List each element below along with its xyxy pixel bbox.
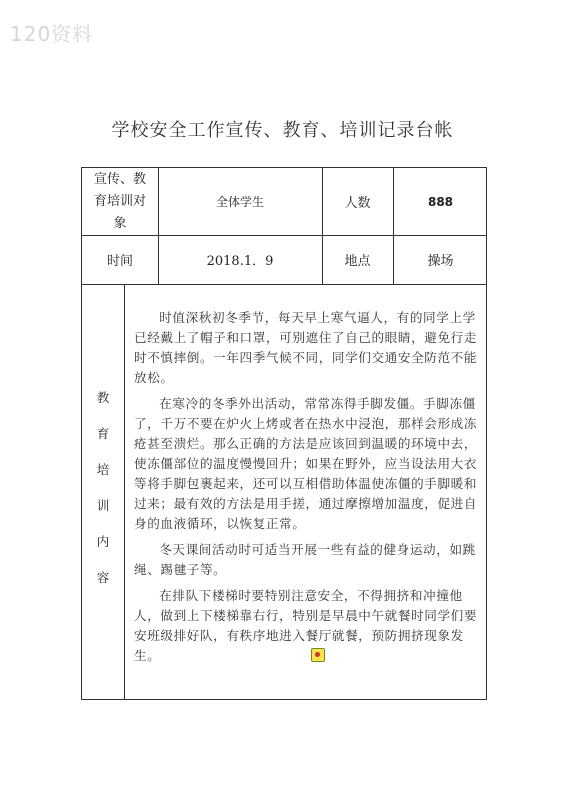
content-label-char: 训 [96,498,110,513]
record-form [81,167,487,700]
col-divider [124,284,125,699]
target-label: 宣传、教育培训对象 [93,171,146,231]
content-paragraph: 时值深秋初冬季节，每天早上寒气逼人，有的同学上学已经戴上了帽子和口罩，可别遮住了自己的眼睛，避免行走时不慎摔倒。一年四季气候不同，同学们交通安全防范不能放松。 [134,310,478,385]
count-value: 888 [427,194,454,209]
watermark: 120资料 [10,22,94,46]
content-paragraph: 冬天课间活动时可适当开展一些有益的健身运动，如跳绳、踢毽子等。 [134,542,476,577]
time-value: 2018.1．9 [206,254,274,269]
place-label: 地点 [344,254,371,269]
target-value: 全体学生 [215,195,264,209]
content-paragraph: 在排队下楼梯时要特别注意安全，不得拥挤和冲撞他人，做到上下楼梯靠右行，特别是早晨中午就餐时同学们要安班级排好队，有秩序地进入餐厅就餐，预防拥挤现象发生。 [134,588,478,663]
row-divider [82,284,486,285]
content-paragraph: 在寒冷的冬季外出活动，常常冻得手脚发僵。手脚冻僵了，千万不要在炉火上烤或者在热水中浸泡，那样会形成冻疮甚至溃烂。那么正确的方法是应该回到温暖的环境中去，使冻僵部位的温度慢慢回升；如果在野外，应当设法用大衣等将手脚包裹起来，还可以互相借助体温使冻僵的手脚暖和过来；最有效的方法是用手搓，通过摩擦增加温度，促进自身的血液循环，以恢复正常。 [134,396,478,531]
content-label-char: 容 [96,570,110,585]
content-label-char: 培 [96,462,110,477]
content-label-char: 育 [96,426,110,441]
content-label [82,284,124,604]
page-title: 学校安全工作宣传、教育、培训记录台帐 [111,120,454,141]
content-body [134,308,484,672]
count-label: 人数 [344,196,371,211]
place-value: 操场 [427,254,454,269]
embedded-object-icon [311,648,325,662]
content-label-char: 内 [96,534,110,549]
content-label-char: 教 [96,390,110,405]
time-label: 时间 [106,254,133,269]
